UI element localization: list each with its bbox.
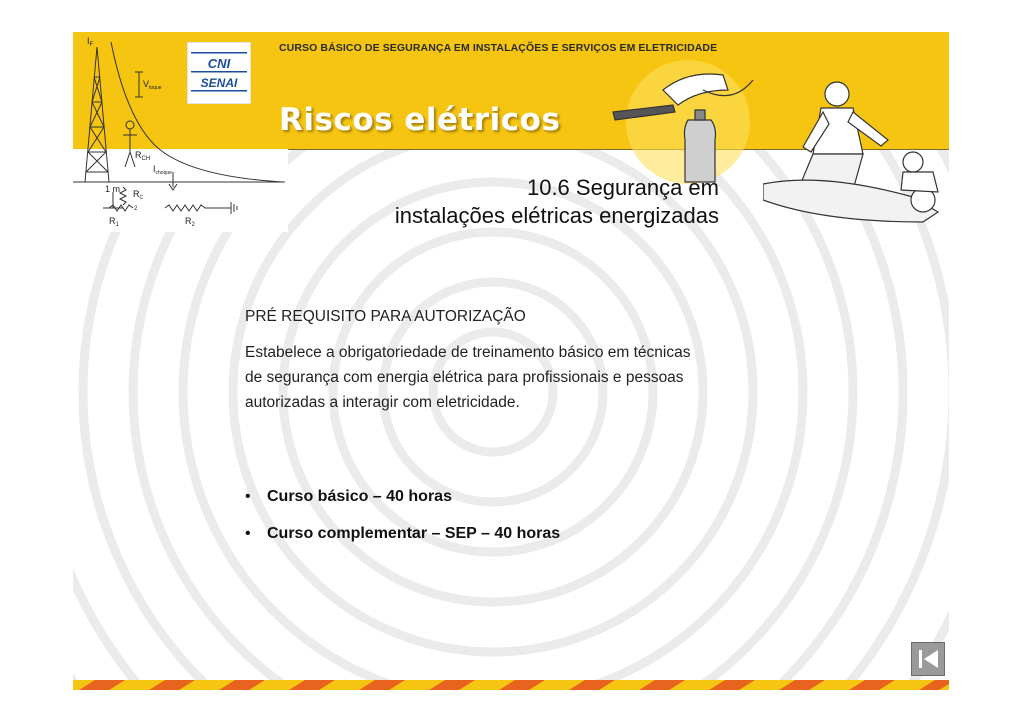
first-aid-illustration <box>763 72 949 232</box>
course-title: CURSO BÁSICO DE SEGURANÇA EM INSTALAÇÕES E SERVIÇOS EM ELETRICIDADE <box>279 42 718 54</box>
svg-text:RCH: $R_{CH}$ <box>135 150 151 162</box>
svg-text:Ichoque: $I_{choque}$ <box>153 164 172 176</box>
svg-text:CNI: CNI <box>207 56 231 71</box>
svg-text:R2: $R_2$ <box>185 216 195 228</box>
extinguisher-illustration <box>603 50 773 190</box>
slide <box>73 32 949 690</box>
svg-text:SENAI: SENAI <box>200 76 238 90</box>
content-block <box>245 308 845 415</box>
slide-title <box>395 174 719 230</box>
course-list <box>245 488 560 562</box>
list-item-text: Curso básico – 40 horas <box>267 488 452 505</box>
diagram-if-label: I <box>87 36 90 46</box>
paragraph-line: Estabelece a obrigatoriedade de treinamento básico em técnicas <box>245 344 691 361</box>
section-title: Riscos elétricos <box>279 102 561 138</box>
svg-text:IF: $I_F$ <box>87 36 94 48</box>
first-slide-icon <box>912 643 944 675</box>
list-item-text: Curso complementar – SEP – 40 horas <box>267 525 561 542</box>
list-item <box>245 488 560 506</box>
bullet-icon: • <box>245 488 251 505</box>
cni-senai-logo <box>187 42 251 104</box>
svg-text:RC: $R_C$ <box>133 189 144 201</box>
bottom-hazard-stripe <box>73 680 949 690</box>
svg-text:2: 2 <box>134 206 138 212</box>
electrical-diagram <box>73 32 288 232</box>
content-paragraph <box>245 340 845 415</box>
content-heading: PRÉ REQUISITO PARA AUTORIZAÇÃO <box>245 308 526 325</box>
paragraph-line: de segurança com energia elétrica para profissionais e pessoas <box>245 369 684 386</box>
first-slide-button[interactable] <box>911 642 945 676</box>
slide-title-line2: instalações elétricas energizadas <box>394 203 719 228</box>
svg-text:R1: $R_1$ <box>109 216 119 228</box>
paragraph-line: autorizadas a interagir com eletricidade. <box>245 394 520 411</box>
list-item <box>245 525 560 543</box>
svg-text:Vtoque: $V_{toque}$ <box>143 79 162 91</box>
diagram-distance-label: 1 m <box>105 184 121 194</box>
slide-title-line1: 10.6 Segurança em <box>526 175 719 200</box>
bullet-icon: • <box>245 525 251 542</box>
